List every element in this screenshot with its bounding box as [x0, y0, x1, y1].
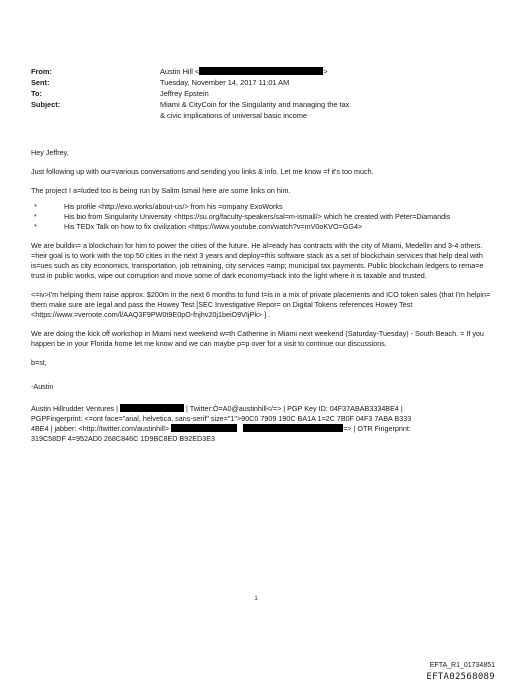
list-item: * His profile <http://exo.works/about-us/> from his =ompany ExoWorks: [34, 202, 283, 211]
bates-id-primary: EFTA_R1_01734851: [429, 662, 495, 669]
signoff: b=st,: [31, 358, 47, 367]
sig-line-1: Austin Hillrudder Ventures | | Twitter:Ò=A0@austinhill</=> | PGP Key ID: 04F37ABAB3334BE4 |: [31, 404, 403, 413]
subject-value: Miami & CityCoin for the Singularity and managing the tax & civic implications of universal basic income: [160, 100, 350, 120]
redaction-box: [199, 67, 323, 75]
signature: -Austin: [31, 382, 54, 391]
list-item: * His bio from Singularity University <https://su.org/faculty-speakers/sal=m-ismail/> which he created with Peter=Diamandis: [34, 212, 451, 221]
email-body: [31, 148, 493, 444]
page-number: 1: [254, 596, 258, 602]
from-value: Austin Hill < >: [160, 67, 328, 76]
paragraph-4: <=iv>I'm helping them raise approx. $200m in the next 6 months to fund t=is in a mix of private placements and ICO token sales (that I'm helpin= them make sure are legal and pass the Howey Test [SEC Investigative Repor= on Digital Tokens references Howey Test <https://www.=vernote.com/l/AAQ3F9PW0t9E0pO-fnjhv20j1beiO9VIjPk> ] .: [31, 290, 491, 319]
paragraph-3: We are buildin= a blockchain for him to power the cities of the future. He al=eady has contracts with the city of Miami, Medellin and 3-4 others. =heir goal is to work with the top 50 cities in the next 3 years and deploy=this software stack as a set of blockchain services that help deal with is=ues such as city economics, transportation, job retraining, city services =amp; municipal tax payments. Public blockchain ledgers to rema=e trust in public works, wipe out corruption and move some of dark economy=back into the light where it is taxable and trusted.: [31, 241, 484, 280]
sent-row: [31, 77, 491, 88]
to-row: [31, 88, 491, 99]
email-header: [31, 66, 491, 121]
to-value: Jeffrey Epstein: [160, 89, 209, 98]
from-label: From:: [31, 67, 52, 76]
bullet-list: [31, 202, 493, 232]
bates-id-secondary: EFTA02568089: [426, 672, 495, 682]
sig-line-4: 319C58DF 4=952AD0 268C846C 1D9BC8ED B92ED3E3: [31, 434, 215, 443]
signature-block: [31, 404, 493, 444]
sig-line-2: PGPFingerprint: <=ont face="arial, helvetica, sans-serif" size="1">90C0 7909 190C BA1A 1=2C 7B0F 04F3 7ABA B333: [31, 414, 412, 423]
sig-line-3: 4BE4 | jabber: <http://twitter.com/austinhill> => | OTR Fingerprint:: [31, 424, 411, 433]
redaction-box: [120, 404, 184, 412]
paragraph-1: Just following up with our=various conversations and sending you links & info. Let me know =f it's too much.: [31, 167, 374, 176]
from-row: [31, 66, 491, 77]
greeting: Hey Jeffrey,: [31, 148, 69, 157]
subject-label: Subject:: [31, 100, 61, 109]
paragraph-2: The project I a=luded too is being run by Salim Ismail here are some links on him.: [31, 186, 291, 195]
subject-row: [31, 99, 491, 121]
list-item: * His TEDx Talk on how to fix civilization <https://www.youtube.com/watch?v=mV0oKVO=GG4>: [34, 222, 363, 231]
paragraph-5: We are doing the kick off workshop in Miami next weekend w=th Catherine in Miami next weekend (Saturday-Tuesday) - South Beach. = If you happen be in your Florida home let me know and we can maybe p=p over for a visit to continue our discussions.: [31, 329, 484, 348]
to-label: To:: [31, 89, 42, 98]
redaction-box: [243, 424, 343, 432]
sent-label: Sent:: [31, 78, 50, 87]
sent-value: Tuesday, November 14, 2017 11:01 AM: [160, 78, 290, 87]
redaction-box: [171, 424, 237, 432]
